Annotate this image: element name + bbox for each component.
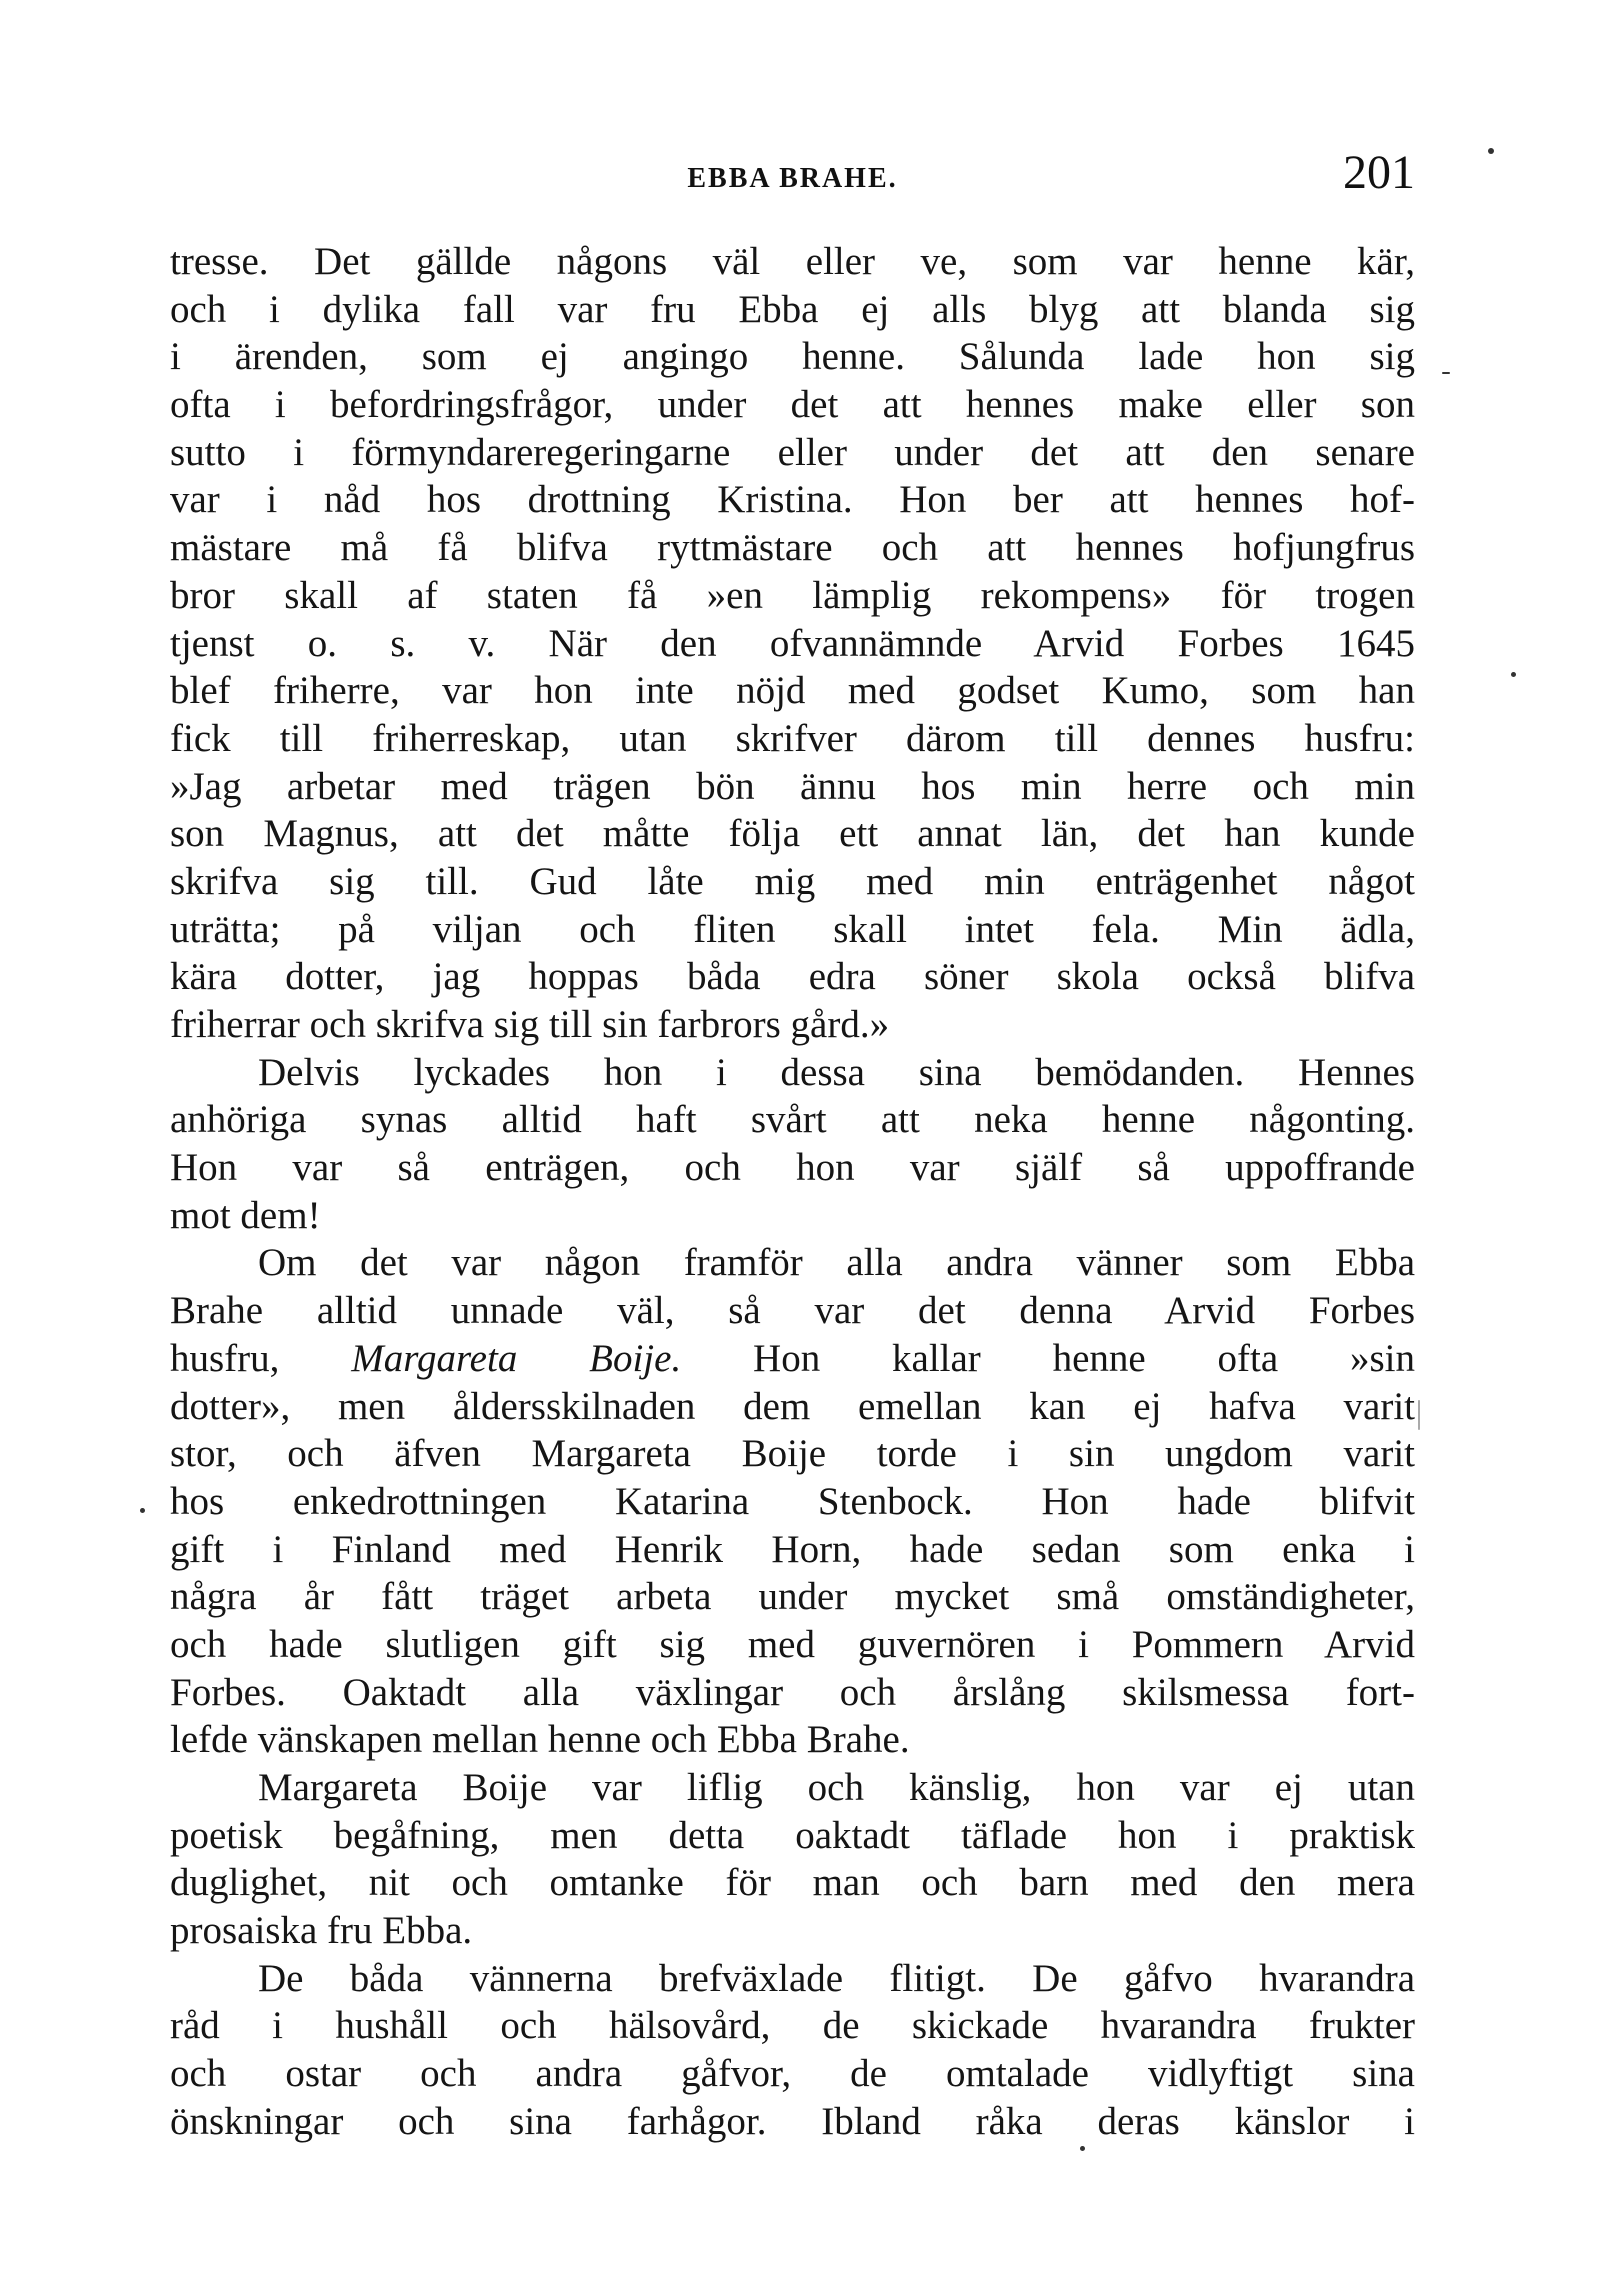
paragraph-first-line: Delvis lyckades hon i dessa sina bemödanden. Hennes: [258, 1050, 1415, 1094]
text-line: kära dotter, jag hoppas båda edra söner skola också blifva: [170, 955, 1415, 999]
text-line: tresse. Det gällde någons väl eller ve, som var henne kär,: [170, 240, 1415, 283]
text-segment: Hon kallar henne ofta »sin: [753, 1336, 1415, 1380]
text-line: fick till friherreskap, utan skrifver därom till dennes husfru:: [170, 716, 1415, 760]
text-line: »Jag arbetar med trägen bön ännu hos min herre och min: [170, 764, 1415, 808]
text-line: blef friherre, var hon inte nöjd med godset Kumo, som han: [170, 669, 1415, 713]
text-line: duglighet, nit och omtanke för man och barn med den mera: [170, 1861, 1415, 1905]
running-title: EBBA BRAHE.: [687, 163, 898, 194]
text-line: mot dem!: [170, 1193, 321, 1237]
text-line: var i nåd hos drottning Kristina. Hon ber att hennes hof-: [170, 478, 1415, 522]
text-line: uträtta; på viljan och fliten skall intet fela. Min ädla,: [170, 907, 1415, 951]
text-line: dotter», men åldersskilnaden dem emellan kan ej hafva varit: [170, 1384, 1415, 1428]
text-line: några år fått träget arbeta under mycket små omständigheter,: [170, 1575, 1415, 1619]
page-number: 201: [1343, 146, 1415, 199]
paragraph-first-line: Om det var någon framför alla andra vänner som Ebba: [258, 1241, 1415, 1285]
text-line: lefde vänskapen mellan henne och Ebba Brahe.: [170, 1718, 910, 1762]
text-line: önskningar och sina farhågor. Ibland råka deras känslor i: [170, 2099, 1415, 2143]
text-line: mästare må få blifva ryttmästare och att hennes hofjungfrus: [170, 526, 1415, 570]
text-line: bror skall af staten få »en lämplig rekompens» för trogen: [170, 573, 1415, 617]
text-line: tjenst o. s. v. När den ofvannämnde Arvid Forbes 1645: [170, 621, 1415, 665]
print-speck: [1488, 148, 1494, 154]
text-line: hos enkedrottningen Katarina Stenbock. Hon hade blifvit: [170, 1479, 1415, 1523]
print-speck: [1080, 2146, 1085, 2151]
text-line: Forbes. Oaktadt alla växlingar och årslång skilsmessa fort-: [170, 1670, 1415, 1714]
text-line: i ärenden, som ej angingo henne. Sålunda lade hon sig: [170, 335, 1415, 379]
print-speck: [1442, 372, 1450, 374]
text-line: råd i hushåll och hälsovård, de skickade hvarandra frukter: [170, 2004, 1415, 2048]
print-speck: [140, 1508, 145, 1513]
text-line: sutto i förmyndareregeringarne eller under det att den senare: [170, 430, 1415, 474]
text-line: prosaiska fru Ebba.: [170, 1909, 473, 1953]
running-head: [170, 145, 1415, 205]
text-line: och hade slutligen gift sig med guvernören i Pommern Arvid: [170, 1622, 1415, 1666]
text-line: gift i Finland med Henrik Horn, hade sedan som enka i: [170, 1527, 1415, 1571]
text-line: anhöriga synas alltid haft svårt att neka henne någonting.: [170, 1098, 1415, 1142]
text-line: stor, och äfven Margareta Boije torde i sin ungdom varit: [170, 1432, 1415, 1476]
text-line: ofta i befordringsfrågor, under det att hennes make eller son: [170, 383, 1415, 427]
text-line-with-italic-name: [170, 1335, 1415, 1383]
text-line: skrifva sig till. Gud låte mig med min enträgenhet något: [170, 859, 1415, 903]
paragraph-first-line: Margareta Boije var liflig och känslig, hon var ej utan: [258, 1766, 1415, 1809]
body-text: [170, 238, 1415, 2146]
text-line: och i dylika fall var fru Ebba ej alls blyg att blanda sig: [170, 287, 1415, 331]
text-line: friherrar och skrifva sig till sin farbrors gård.»: [170, 1003, 890, 1046]
text-line: poetisk begåfning, men detta oaktadt täflade hon i praktisk: [170, 1813, 1415, 1857]
text-line: Brahe alltid unnade väl, så var det denna Arvid Forbes: [170, 1289, 1415, 1333]
paragraph-first-line: De båda vännerna brefväxlade flitigt. De gåfvo hvarandra: [258, 1956, 1415, 2000]
text-line: Hon var så enträgen, och hon var själf så uppoffrande: [170, 1146, 1415, 1190]
print-speck: [1418, 1400, 1420, 1430]
text-line: och ostar och andra gåfvor, de omtalade vidlyftigt sina: [170, 2052, 1415, 2096]
print-speck: [1511, 672, 1516, 677]
text-line: son Magnus, att det måtte följa ett annat län, det han kunde: [170, 812, 1415, 856]
text-segment: husfru,: [170, 1336, 280, 1380]
italic-name: Margareta Boije.: [351, 1336, 682, 1380]
